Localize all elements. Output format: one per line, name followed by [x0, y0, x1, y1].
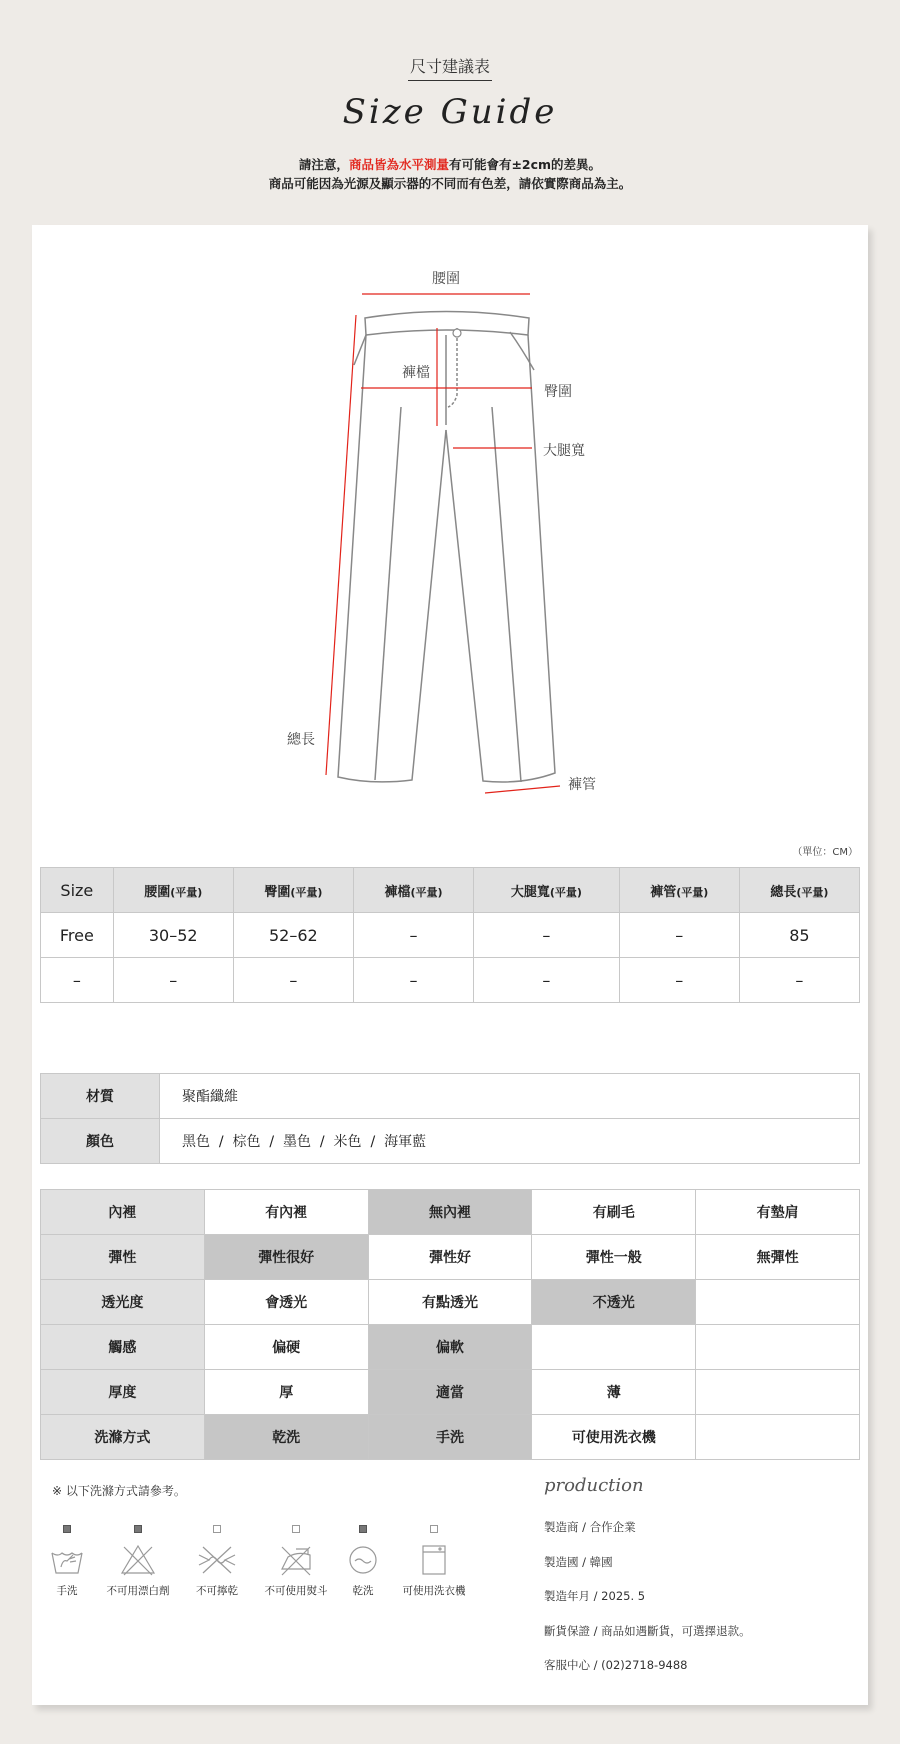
production-title: production: [544, 1475, 644, 1496]
hem-label: 褲管: [568, 777, 596, 793]
page-title: Size Guide: [342, 92, 558, 132]
attribute-option: 無彈性: [696, 1235, 860, 1280]
attribute-label: 內裡: [41, 1190, 205, 1235]
size-table-cell: –: [113, 958, 233, 1003]
waist-label: 腰圍: [432, 271, 460, 287]
attribute-option: 有墊肩: [696, 1190, 860, 1235]
size-table-row: [41, 913, 860, 958]
care-note: ※ 以下洗滌方式請參考。: [52, 1484, 186, 1498]
size-table-cell: –: [41, 958, 114, 1003]
no-iron-icon: [278, 1543, 314, 1577]
size-table-header-cell: 臀圍(平量): [233, 868, 353, 913]
attribute-option: 手洗: [368, 1415, 532, 1460]
care-item-no-iron: 不可使用熨斗: [258, 1525, 334, 1598]
size-table-header-cell: 大腿寬(平量): [474, 868, 620, 913]
size-table-cell: 52–62: [233, 913, 353, 958]
attribute-option: 不透光: [532, 1280, 696, 1325]
attribute-option: 彈性很好: [204, 1235, 368, 1280]
size-table-cell: 85: [739, 913, 859, 958]
attribute-option: 有刷毛: [532, 1190, 696, 1235]
size-table-header-cell: 腰圍(平量): [113, 868, 233, 913]
color-row: [41, 1119, 860, 1164]
care-item-dry-clean: 乾洗: [340, 1525, 386, 1598]
size-table-cell: –: [739, 958, 859, 1003]
color-value: 黑色 / 棕色 / 墨色 / 米色 / 海軍藍: [160, 1119, 860, 1164]
country-of-origin: 製造國 / 韓國: [544, 1555, 613, 1569]
manufacture-date: 製造年月 / 2025. 5: [544, 1589, 646, 1603]
attribute-row: [41, 1235, 860, 1280]
size-table: [40, 867, 860, 1003]
size-table-header: [41, 868, 860, 913]
material-row: [41, 1074, 860, 1119]
size-guide-card: [32, 225, 868, 1705]
attribute-option: 有點透光: [368, 1280, 532, 1325]
size-table-cell: –: [353, 958, 473, 1003]
care-item-no-wring: 不可擰乾: [184, 1525, 250, 1598]
pants-diagram: [32, 225, 868, 845]
attribute-label: 洗滌方式: [41, 1415, 205, 1460]
attribute-option: [532, 1325, 696, 1370]
care-checkbox: [292, 1525, 300, 1533]
no-bleach-icon: [120, 1543, 156, 1577]
attribute-option: 偏軟: [368, 1325, 532, 1370]
attribute-option: [696, 1415, 860, 1460]
customer-service: 客服中心 / (02)2718-9488: [544, 1658, 688, 1672]
size-table-cell: –: [353, 913, 473, 958]
size-table-header-cell: 總長(平量): [739, 868, 859, 913]
attribute-option: 彈性好: [368, 1235, 532, 1280]
attribute-label: 觸感: [41, 1325, 205, 1370]
size-table-cell: –: [474, 958, 620, 1003]
size-table-cell: –: [233, 958, 353, 1003]
attribute-label: 透光度: [41, 1280, 205, 1325]
fabric-attributes-table: [40, 1189, 860, 1460]
hand-wash-icon: [49, 1543, 85, 1577]
dry-clean-icon: [346, 1543, 380, 1577]
measurement-notice: 請注意，商品皆為水平測量有可能會有±2cm的差異。 商品可能因為光源及顯示器的不同而有色差，請依實際商品為主。: [268, 157, 632, 191]
attribute-label: 彈性: [41, 1235, 205, 1280]
care-item-hand-wash: 手洗: [42, 1525, 92, 1598]
unit-note: （單位：CM）: [792, 847, 858, 858]
care-checkbox: [63, 1525, 71, 1533]
length-label: 總長: [287, 732, 315, 748]
manufacturer: 製造商 / 合作企業: [544, 1520, 636, 1534]
attribute-row: [41, 1280, 860, 1325]
attribute-option: 乾洗: [204, 1415, 368, 1460]
hip-label: 臀圍: [544, 384, 572, 400]
attribute-option: 薄: [532, 1370, 696, 1415]
size-table-header-cell: Size: [41, 868, 114, 913]
attribute-option: [696, 1370, 860, 1415]
attribute-label: 厚度: [41, 1370, 205, 1415]
stock-guarantee: 斷貨保證 / 商品如遇斷貨，可選擇退款。: [544, 1624, 751, 1638]
attribute-row: [41, 1415, 860, 1460]
material-table: [40, 1073, 860, 1164]
size-table-header-cell: 褲管(平量): [619, 868, 739, 913]
size-table-cell: –: [474, 913, 620, 958]
care-checkbox: [134, 1525, 142, 1533]
attribute-option: 會透光: [204, 1280, 368, 1325]
attribute-option: [696, 1325, 860, 1370]
attribute-option: 厚: [204, 1370, 368, 1415]
size-table-cell: –: [619, 913, 739, 958]
attribute-option: 無內裡: [368, 1190, 532, 1235]
care-item-no-bleach: 不可用漂白劑: [100, 1525, 176, 1598]
rise-label: 褲檔: [402, 365, 430, 381]
attribute-option: 可使用洗衣機: [532, 1415, 696, 1460]
attribute-option: 彈性一般: [532, 1235, 696, 1280]
washing-machine-icon: [417, 1543, 451, 1577]
size-table-cell: 30–52: [113, 913, 233, 958]
material-label: 材質: [41, 1074, 160, 1119]
care-checkbox: [213, 1525, 221, 1533]
care-item-washing-machine: 可使用洗衣機: [392, 1525, 476, 1598]
size-table-cell: –: [619, 958, 739, 1003]
size-table-row: [41, 958, 860, 1003]
attribute-option: 有內裡: [204, 1190, 368, 1235]
thigh-label: 大腿寬: [543, 443, 585, 459]
color-label: 顏色: [41, 1119, 160, 1164]
size-chart-label: 尺寸建議表: [0, 54, 900, 77]
material-value: 聚酯纖維: [160, 1074, 860, 1119]
care-checkbox: [430, 1525, 438, 1533]
size-table-cell: Free: [41, 913, 114, 958]
no-wring-icon: [197, 1543, 237, 1577]
attribute-option: 偏硬: [204, 1325, 368, 1370]
attribute-row: [41, 1370, 860, 1415]
attribute-option: 適當: [368, 1370, 532, 1415]
attribute-option: [696, 1280, 860, 1325]
attribute-row: [41, 1190, 860, 1235]
care-checkbox: [359, 1525, 367, 1533]
attribute-row: [41, 1325, 860, 1370]
size-table-header-cell: 褲檔(平量): [353, 868, 473, 913]
